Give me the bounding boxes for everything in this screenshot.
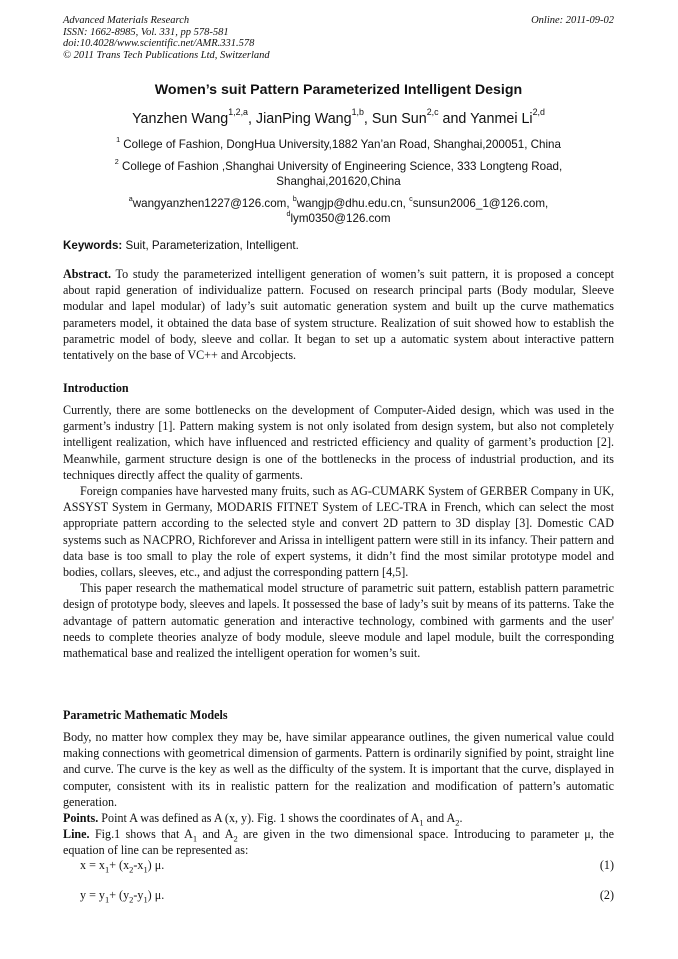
abstract-label: Abstract. bbox=[63, 267, 112, 281]
eq-part: -y bbox=[133, 888, 144, 902]
journal-name: Advanced Materials Research bbox=[63, 15, 190, 26]
paragraph: Currently, there are some bottlenecks on the development of Computer-Aided design, which was used in the garment’s industry [1]. Pattern making system is not only isolated from design system, but also not completely intelligent realization, which have influenced and restricted efficiency and quality of garment’s production [2]. Meanwhile, garment structure design is one of the bottlenecks in the process of industrial production, and its techniques directly affect the quality of garments. bbox=[63, 403, 614, 482]
subscript: 1 bbox=[143, 894, 148, 905]
section-heading-models: Parametric Mathematic Models bbox=[63, 708, 228, 722]
line-text: are given in the two dimensional space. Introducing to parameter μ, the equation of line can be represented as: bbox=[63, 827, 615, 858]
doi: doi:10.4028/www.scientific.net/AMR.331.578 bbox=[63, 38, 255, 49]
subscript: 1 bbox=[143, 864, 148, 875]
points-paragraph bbox=[63, 810, 614, 826]
eq-part: ) μ. bbox=[147, 858, 165, 872]
points-text: and A bbox=[423, 811, 456, 826]
subscript: 2 bbox=[455, 817, 460, 828]
subscript: 2 bbox=[233, 833, 238, 844]
copyright: © 2011 Trans Tech Publications Ltd, Switzerland bbox=[63, 49, 270, 61]
points-text: . bbox=[459, 811, 463, 826]
affiliation-1 bbox=[63, 134, 614, 152]
email-sup: d bbox=[286, 208, 291, 218]
eq-part: + (x bbox=[109, 858, 130, 872]
author-sup: 2,c bbox=[426, 107, 439, 118]
author-name: Sun Sun bbox=[371, 111, 427, 127]
journal-header bbox=[63, 15, 270, 61]
affiliation-sup: 1 bbox=[116, 134, 121, 144]
email-sup: b bbox=[292, 193, 297, 203]
subscript: 2 bbox=[129, 864, 134, 875]
paragraph: Foreign companies have harvested many fruits, such as AG-CUMARK System of GERBER Company in UK, ASSYST System in Germany, MODARIS FITNET System of LEC-TRA in French, which can select the most appropriate pattern according to the selected style and convert 2D pattern to 3D display [3]. Domestic CAD systems such as NACPRO, Richforever and Arissa in intelligent pattern were still in its infancy. Their pattern and data base is too small to play the role of expert systems, it didn’t find the most similar prototype model and bodies, collars, sleeves, etc., and adjust the corresponding pattern [4,5]. bbox=[63, 484, 614, 580]
eq-part: + (y bbox=[109, 888, 130, 902]
affiliation-2 bbox=[63, 156, 614, 189]
issn: ISSN: 1662-8985, Vol. 331, pp 578-581 bbox=[63, 26, 229, 38]
equation-1 bbox=[80, 858, 614, 873]
author-sup: 1,2,a bbox=[228, 107, 248, 118]
email-list bbox=[63, 193, 614, 226]
equation-2 bbox=[80, 888, 614, 903]
line-text: Fig.1 shows that A bbox=[89, 827, 193, 842]
author-name: JianPing Wang bbox=[255, 111, 352, 127]
paper-title: Women’s suit Pattern Parameterized Intelligent Design bbox=[154, 82, 523, 98]
author-sup: 2,d bbox=[532, 107, 545, 118]
subscript: 2 bbox=[129, 894, 134, 905]
email-sup: a bbox=[128, 193, 133, 203]
email: wangjp@dhu.edu.cn, bbox=[296, 197, 410, 210]
author-sep: , bbox=[247, 111, 256, 127]
author-name: Yanmei Li bbox=[470, 111, 533, 127]
email-sup: c bbox=[409, 193, 413, 203]
line-label: Line. bbox=[63, 827, 90, 842]
keywords-label: Keywords: bbox=[63, 239, 123, 252]
subscript: 1 bbox=[192, 833, 198, 844]
abstract bbox=[63, 266, 614, 363]
equation-number: (1) bbox=[599, 858, 614, 872]
author-sup: 1,b bbox=[351, 107, 364, 118]
author-list bbox=[63, 107, 614, 127]
author-name: Yanzhen Wang bbox=[132, 111, 229, 127]
affiliation-sup: 2 bbox=[114, 156, 119, 166]
online-date: Online: 2011-09-02 bbox=[531, 15, 614, 26]
models-body bbox=[63, 729, 614, 859]
subscript: 1 bbox=[104, 864, 110, 875]
affiliation-text: College of Fashion ,Shanghai University of Engineering Science, 333 Longteng Road, Shanghai,201620,China bbox=[122, 160, 563, 188]
keywords-text: Suit, Parameterization, Intelligent. bbox=[122, 239, 299, 252]
subscript: 1 bbox=[419, 817, 424, 828]
author-sep: and bbox=[438, 111, 471, 127]
points-text: Point A was defined as A (x, y). Fig. 1 shows the coordinates of A bbox=[98, 811, 420, 826]
email: wangyanzhen1227@126.com, bbox=[132, 197, 293, 210]
eq-part: y = y bbox=[80, 888, 105, 902]
eq-part: ) μ. bbox=[147, 888, 165, 902]
subscript: 1 bbox=[104, 894, 110, 905]
eq-part: x = x bbox=[80, 858, 105, 872]
line-paragraph bbox=[63, 826, 614, 858]
introduction-body bbox=[63, 402, 614, 661]
line-text: and A bbox=[197, 827, 234, 842]
eq-part: -x bbox=[133, 858, 144, 872]
points-label: Points. bbox=[63, 811, 99, 826]
email: lym0350@126.com bbox=[290, 212, 391, 225]
equation-number: (2) bbox=[599, 888, 614, 902]
abstract-text: To study the parameterized intelligent generation of women’s suit pattern, it is proposed a concept about rapid generation of individualize pattern. Focused on research principal parts (Body modular, Sleeve modular and lapel modular) of lady’s suit automatic generation system and built up the curve mathematics parameters model, it obtained the data base of system structure. Realization of suit showed how to establish the parametric model of body, sleeve and collar. It began to set up a automatic system about interactive pattern tentatively on the base of VC++ and Arcobjects. bbox=[63, 267, 614, 363]
author-sep: , bbox=[363, 111, 372, 127]
affiliation-text: College of Fashion, DongHua University,1882 Yan’an Road, Shanghai,200051, China bbox=[123, 138, 561, 151]
section-heading-introduction: Introduction bbox=[63, 381, 129, 395]
paragraph: Body, no matter how complex they may be, have similar appearance outlines, the given numerical value could making connections with geometrical dimension of garments. Pattern is ordinarily signified by point, straight line and curve. The curve is the key as well as the difficulty of the system. It is important that the curve, displayed in computer, consistent with its in realistic pattern for the realization and modification of pattern’s automatic generation. bbox=[63, 730, 614, 809]
keywords bbox=[63, 239, 614, 252]
paragraph: This paper research the mathematical model structure of parametric suit pattern, establish pattern parametric design of prototype body, sleeves and lapels. It possessed the base of lady’s suit by means of its patterns. Take the advantage of pattern automatic generation and interactive technology, combined with garments and the user' needs to complete theories analyze of body module, sleeve module and lapel module, built the corresponding mathematical base and realized the intelligent operation for women’s suit. bbox=[63, 581, 614, 661]
email: sunsun2006_1@126.com, bbox=[412, 197, 549, 210]
